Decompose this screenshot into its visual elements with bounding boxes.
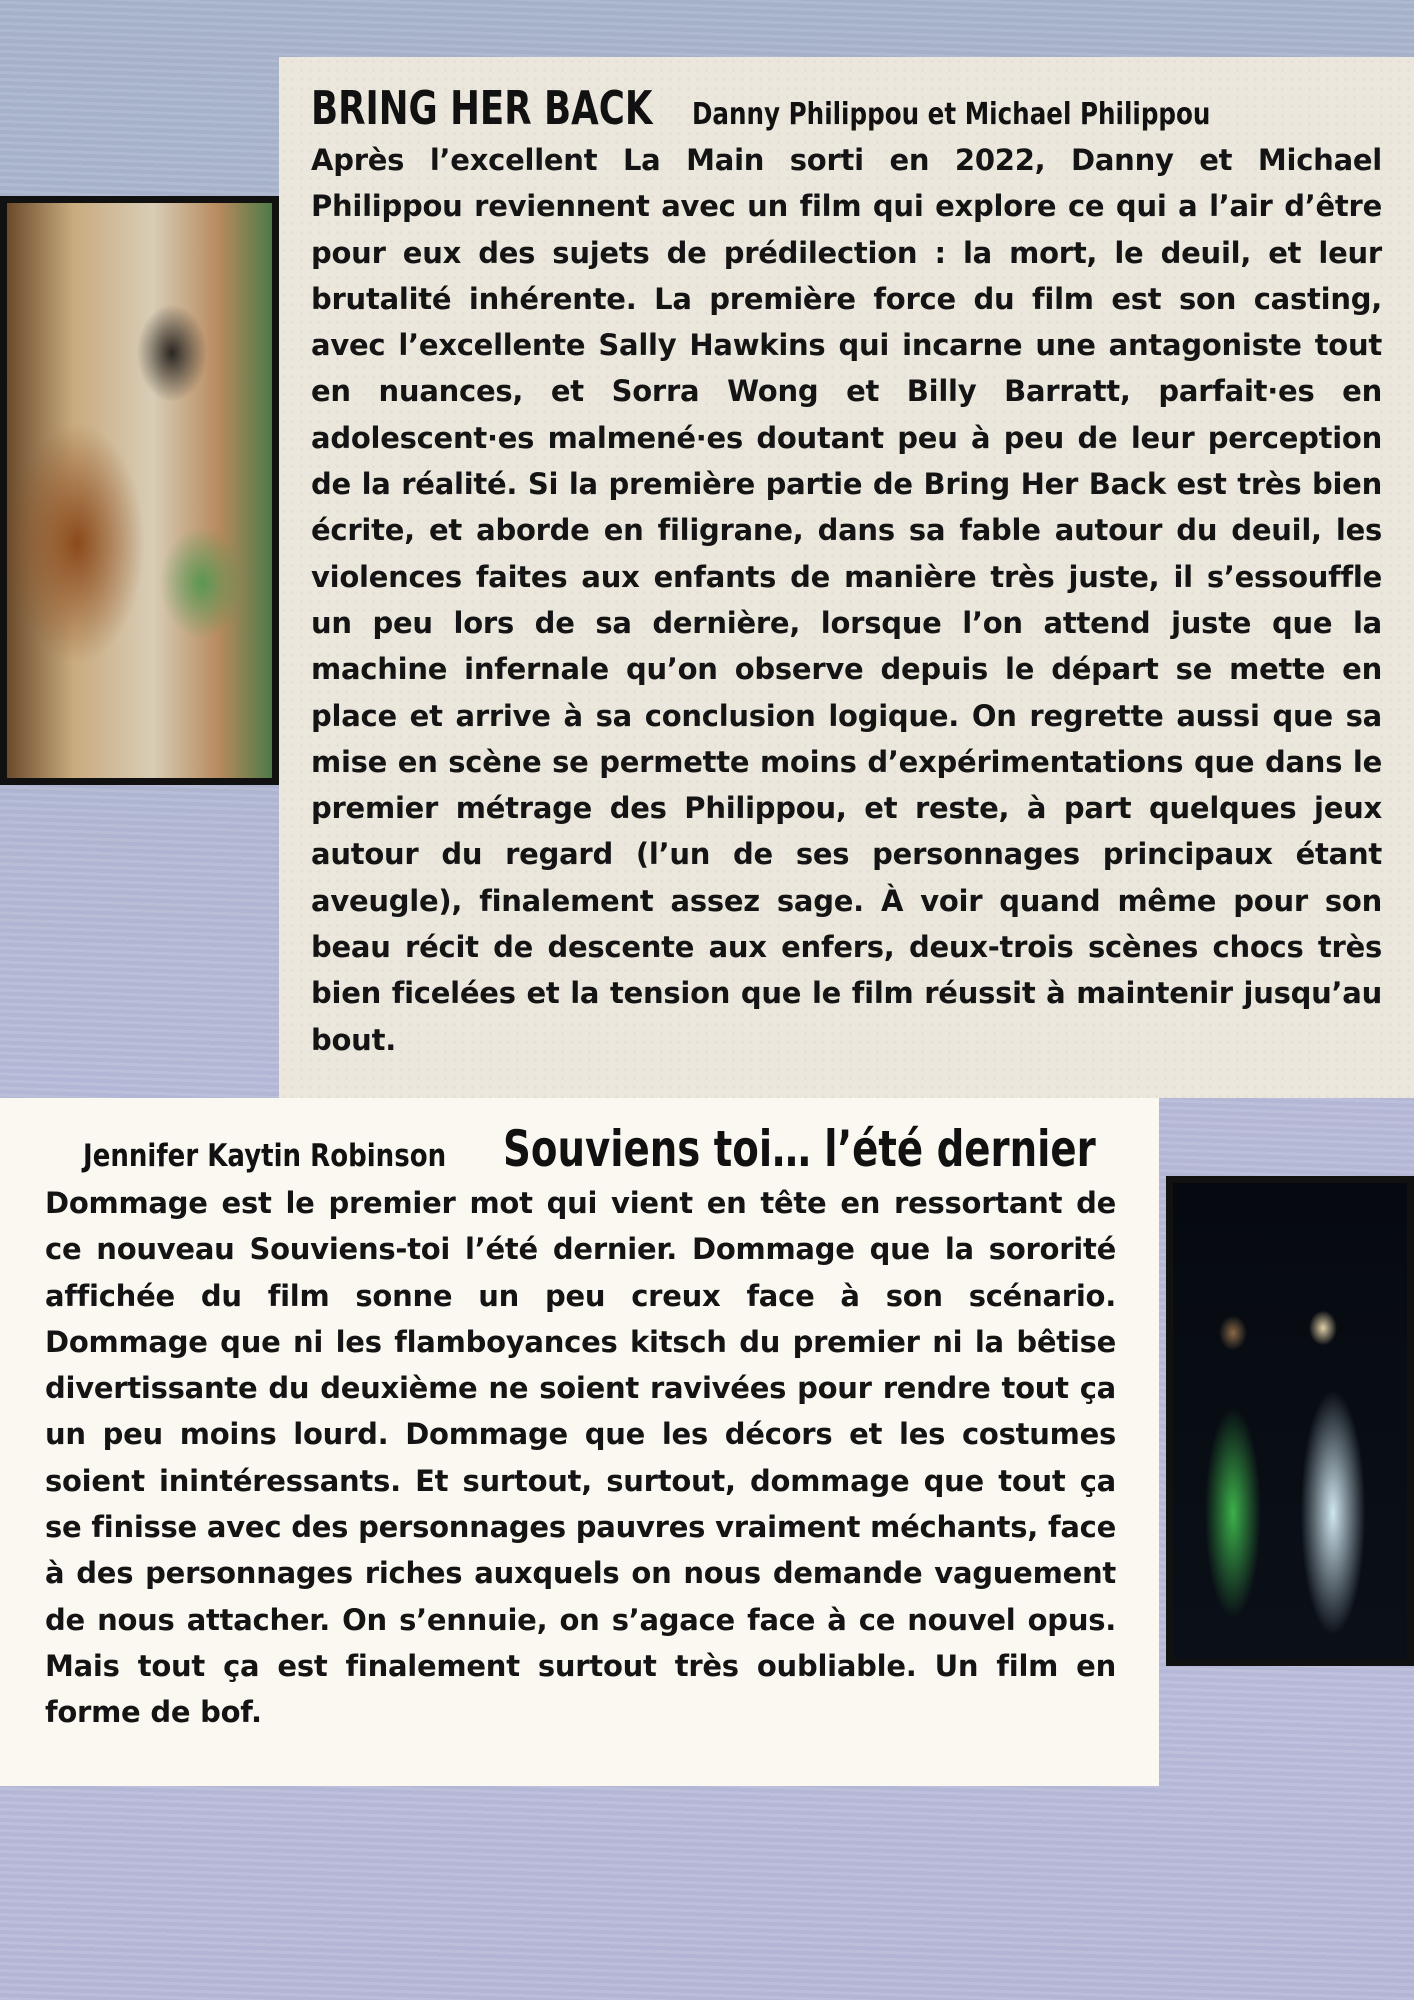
film-still-bring-her-back [0, 196, 279, 785]
film-still-souviens-toi [1166, 1176, 1414, 1666]
review-card-souviens-toi [0, 1098, 1159, 1786]
review-header [83, 1120, 1159, 1178]
review-header [311, 81, 1382, 135]
review-text: Après l’excellent La Main sorti en 2022, Danny et Michael Philippou reviennent avec un film qui explore ce qui a l’air d’être pour eux des sujets de prédilection : la mort, le deuil, et leur brutalité inhérente. La première force du film est son casting, avec l’excellente Sally Hawkins qui incarne une antagoniste tout en nuances, et Sorra Wong et Billy Barratt, parfait·es en adolescent·es malmené·es doutant peu à peu de leur perception de la réalité. Si la première partie de Bring Her Back est très bien écrite, et aborde en filigrane, dans sa fable autour du deuil, les violences faites aux enfants de manière très juste, il s’essouffle un peu lors de sa dernière, lorsque l’on attend juste que la machine infernale qu’on observe depuis le départ se mette en place et arrive à sa conclusion logique. On regrette aussi que sa mise en scène se permette moins d’expérimentations que dans le premier métrage des Philippou, et reste, à part quelques jeux autour du regard (l’un de ses personnages principaux étant aveugle), finalement assez sage. À voir quand même pour son beau récit de descente aux enfers, deux-trois scènes chocs très bien ficelées et la tension que le film réussit à maintenir jusqu’au bout. [311, 143, 1382, 1057]
film-title: Souviens toi… l’été dernier [503, 1120, 1097, 1178]
review-text: Dommage est le premier mot qui vient en tête en ressortant de ce nouveau Souviens-toi l’été dernier. Dommage que la sororité affichée du film sonne un peu creux face à son scénario. Dommage que ni les flamboyances kitsch du premier ni la bêtise divertissante du deuxième ne soient ravivées pour rendre tout ça un peu moins lourd. Dommage que les décors et les costumes soient inintéressants. Et surtout, surtout, dommage que tout ça se finisse avec des personnages pauvres vraiment méchants, face à des personnages riches auxquels on nous demande vaguement de nous attacher. On s’ennuie, on s’agace face à ce nouvel opus. Mais tout ça est finalement surtout très oubliable. Un film en forme de bof. [45, 1186, 1116, 1730]
film-director: Danny Philippou et Michael Philippou [691, 97, 1211, 132]
review-card-bring-her-back [279, 57, 1414, 1098]
film-title: BRING HER BACK [311, 81, 653, 135]
film-director: Jennifer Kaytin Robinson [83, 1138, 447, 1174]
